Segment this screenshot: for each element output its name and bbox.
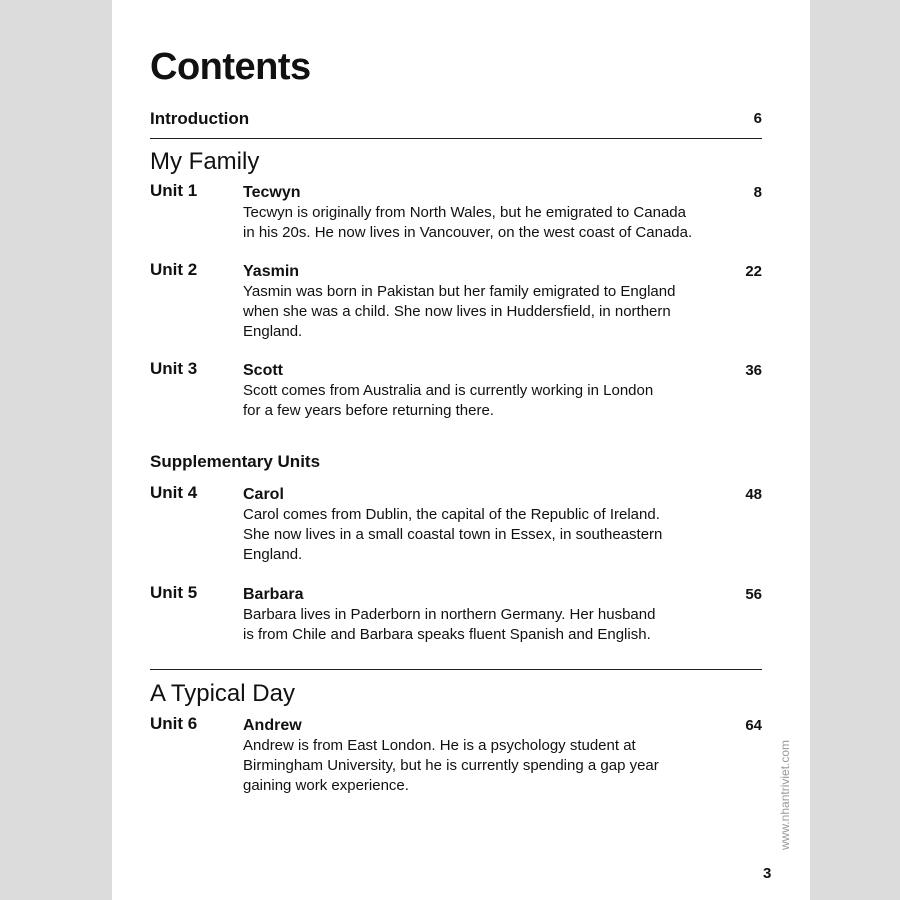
divider	[150, 669, 762, 670]
unit-name: Tecwyn	[243, 184, 301, 201]
section-title: A Typical Day	[150, 680, 295, 707]
toc-entry	[150, 583, 762, 643]
unit-label: Unit 4	[150, 483, 198, 502]
unit-description	[243, 381, 733, 421]
desc-line: Tecwyn is originally from North Wales, but he emigrated to Canada	[243, 204, 686, 221]
section-title: My Family	[150, 148, 260, 175]
toc-entry	[150, 181, 762, 241]
unit-name: Yasmin	[243, 263, 300, 280]
desc-line: Andrew is from East London. He is a psychology student at	[243, 737, 636, 754]
desc-line: when she was a child. She now lives in Huddersfield, in northern	[243, 303, 671, 320]
desc-line: Birmingham University, but he is currently spending a gap year	[243, 757, 659, 774]
toc-entry	[150, 714, 762, 794]
desc-line: gaining work experience.	[243, 777, 409, 794]
unit-description	[243, 736, 733, 796]
desc-line: Scott comes from Australia and is currently working in London	[243, 382, 654, 399]
unit-description	[243, 505, 733, 565]
unit-label: Unit 2	[150, 260, 198, 279]
unit-page: 64	[745, 717, 762, 734]
desc-line: Yasmin was born in Pakistan but her family emigrated to England	[243, 283, 676, 300]
unit-description	[243, 605, 733, 645]
introduction-label: Introduction	[150, 109, 250, 128]
toc-entry	[150, 483, 762, 563]
unit-page: 48	[745, 486, 762, 503]
desc-line: England.	[243, 323, 303, 340]
unit-name: Carol	[243, 486, 284, 503]
unit-name: Andrew	[243, 717, 302, 734]
unit-description	[243, 203, 733, 243]
toc-entry	[150, 260, 762, 340]
page-number: 3	[763, 865, 772, 882]
desc-line: in his 20s. He now lives in Vancouver, on the west coast of Canada.	[243, 224, 693, 241]
divider	[150, 138, 762, 139]
toc-entry	[150, 359, 762, 419]
unit-label: Unit 3	[150, 359, 198, 378]
unit-page: 56	[745, 586, 762, 603]
introduction-page: 6	[753, 110, 762, 127]
unit-page: 36	[745, 362, 762, 379]
watermark: www.nhantriviet.com	[778, 739, 792, 850]
desc-line: for a few years before returning there.	[243, 402, 494, 419]
desc-line: England.	[243, 546, 303, 563]
unit-label: Unit 5	[150, 583, 198, 602]
unit-label: Unit 6	[150, 714, 198, 733]
unit-description	[243, 282, 733, 342]
unit-name: Scott	[243, 362, 283, 379]
unit-page: 8	[753, 184, 762, 201]
page-title: Contents	[150, 46, 311, 88]
section-title: Supplementary Units	[150, 452, 321, 471]
desc-line: She now lives in a small coastal town in Essex, in southeastern	[243, 526, 663, 543]
desc-line: is from Chile and Barbara speaks fluent Spanish and English.	[243, 626, 651, 643]
unit-name: Barbara	[243, 586, 304, 603]
unit-page: 22	[745, 263, 762, 280]
unit-label: Unit 1	[150, 181, 198, 200]
desc-line: Carol comes from Dublin, the capital of the Republic of Ireland.	[243, 506, 660, 523]
desc-line: Barbara lives in Paderborn in northern Germany. Her husband	[243, 606, 656, 623]
